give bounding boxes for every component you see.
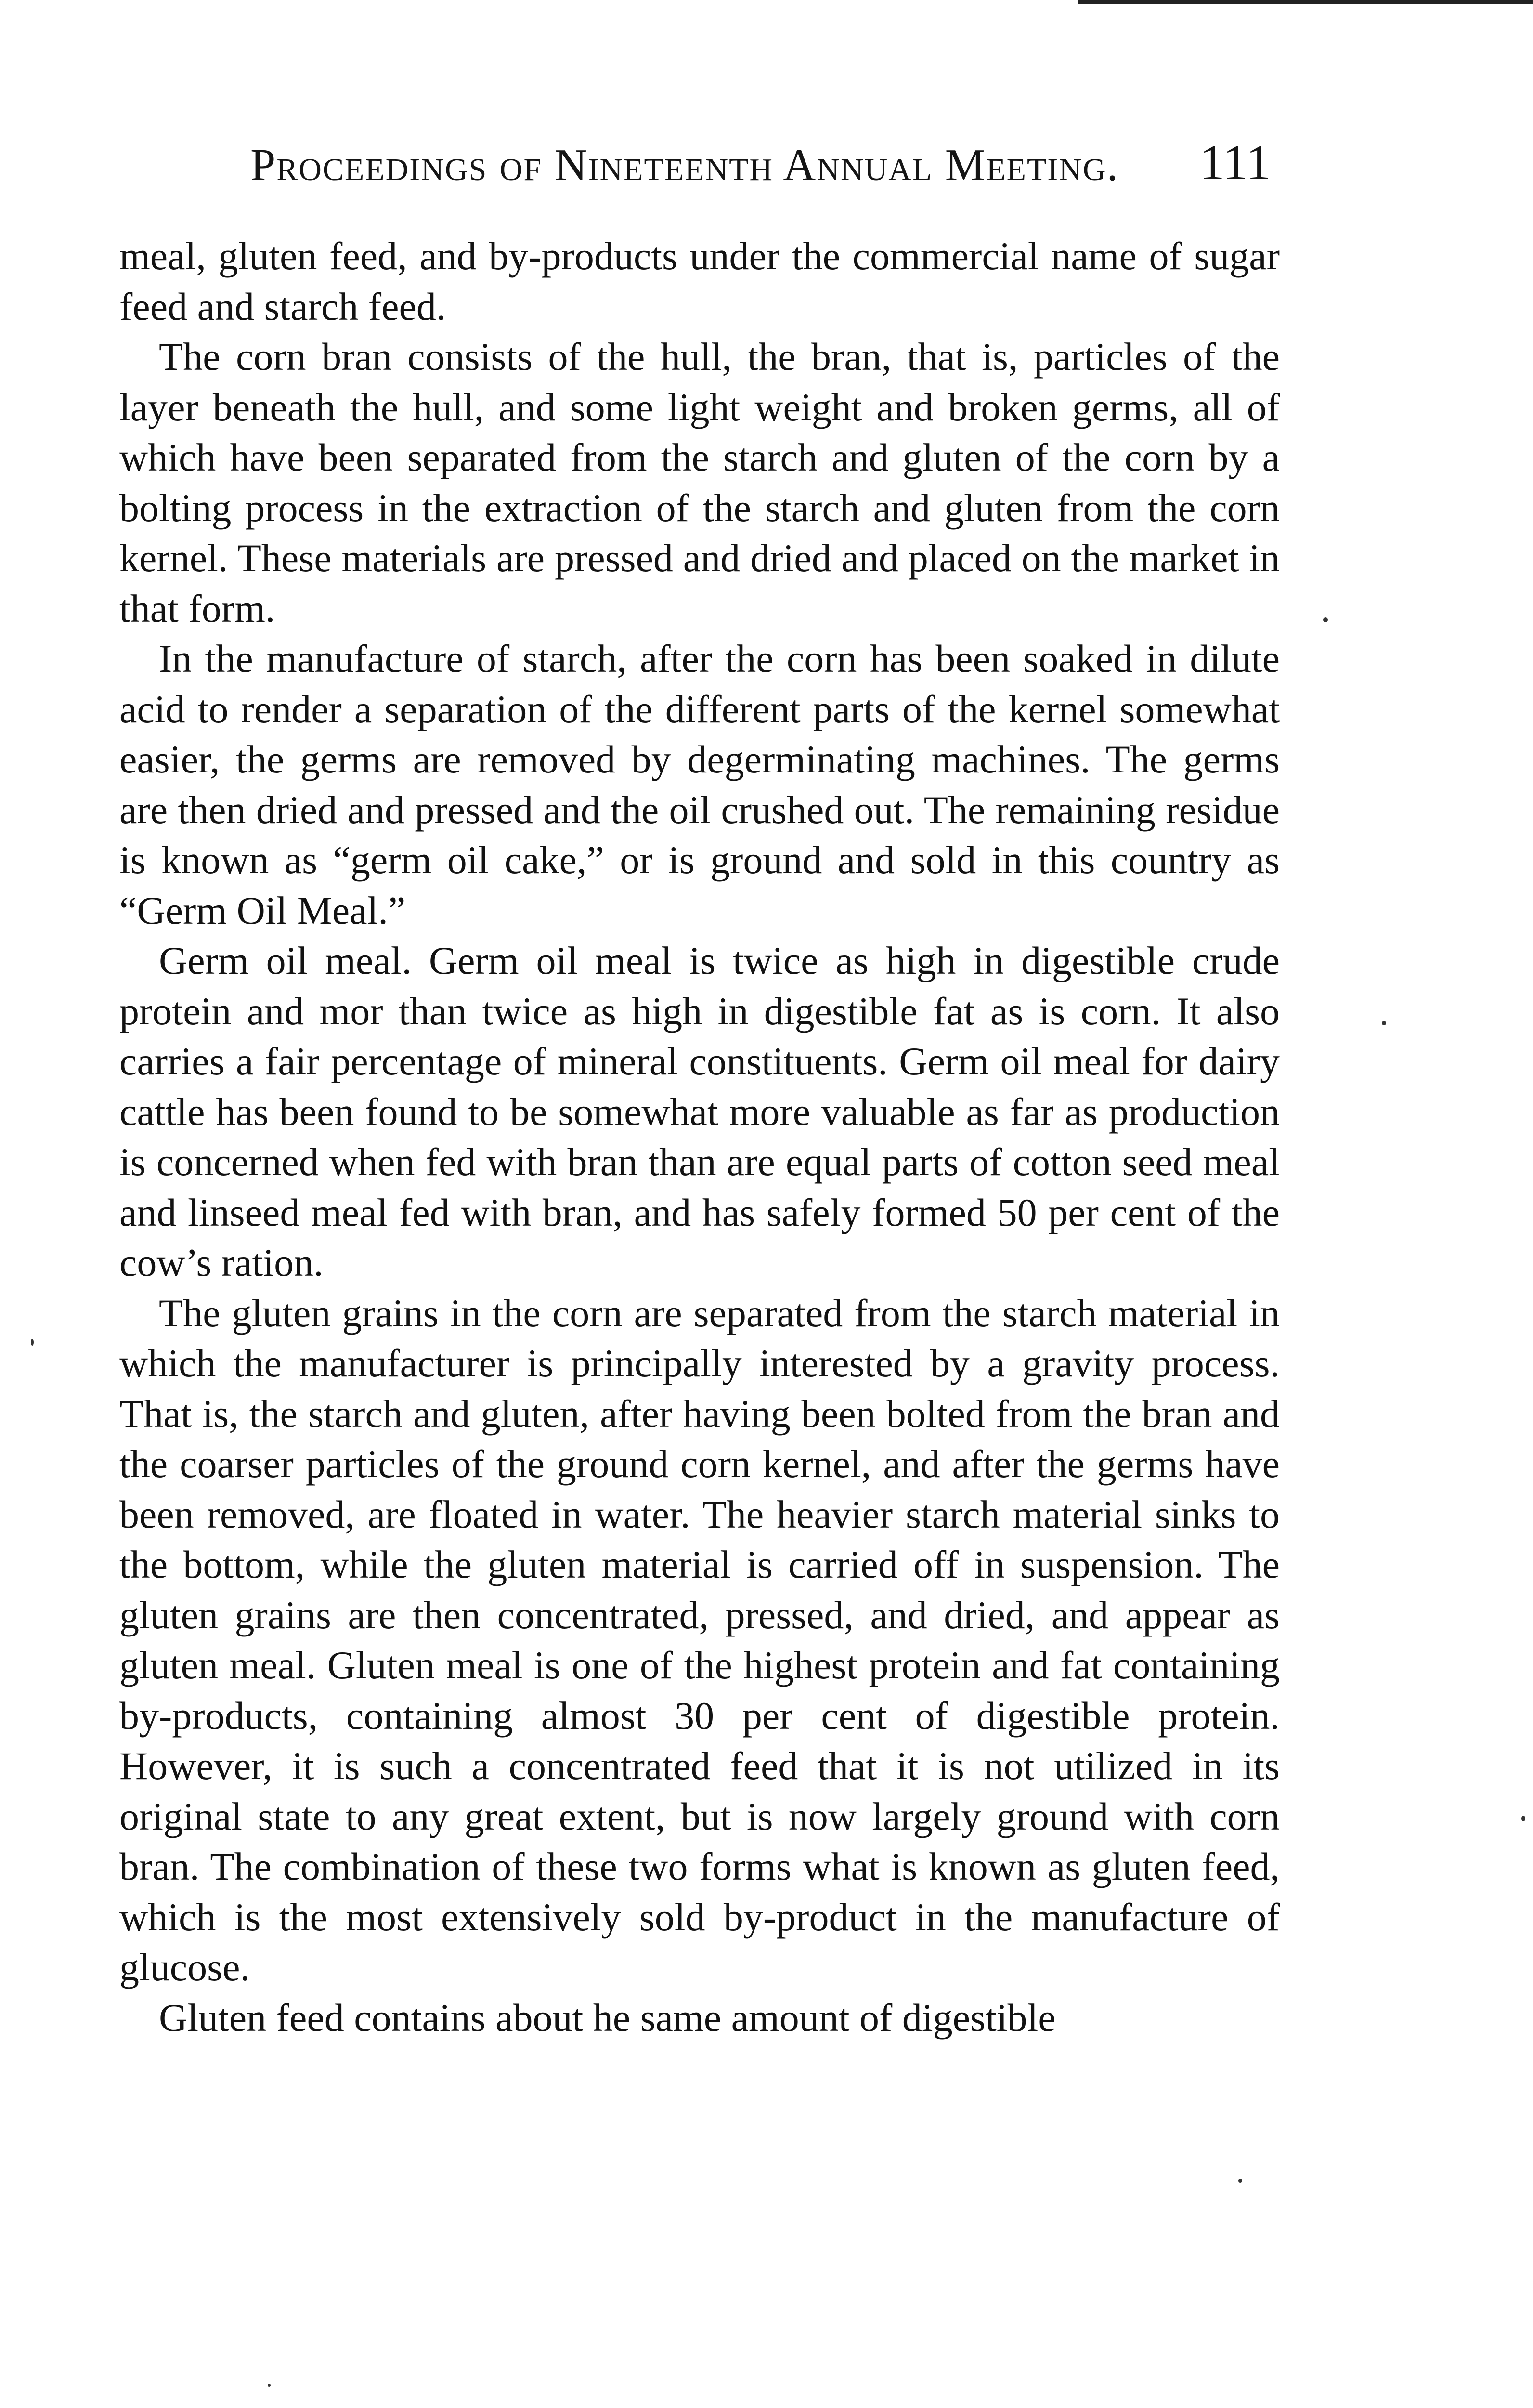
paragraph-continuation: meal, gluten feed, and by-products under the commercial name of sugar feed and starch feed. — [119, 234, 1280, 328]
paragraph-germ-oil-meal: Germ oil meal. Germ oil meal is twice as high in digestible crude protein and mor than twice as high in digestible fat as is corn. It also carries a fair percentage of mineral constituents. Germ oil meal for dairy cattle has been found to be somewhat more valuable as far as production is concerned when fed with bran than are equal parts of cotton seed meal and linseed meal fed with bran, and has safely formed 50 per cent of the cow’s ration. — [119, 939, 1280, 1284]
scan-speck — [1382, 1021, 1386, 1025]
paragraph-gluten-grains: The gluten grains in the corn are separated from the starch material in which the manufacturer is principally interested by a gravity process. That is, the starch and gluten, after having been bolted from the bran and the coarser particles of the ground corn kernel, and after the germs have been removed, are floated in water. The heavier starch material sinks to the bottom, while the gluten material is carried off in suspension. The gluten grains are then concentrated, pressed, and dried, and appear as gluten meal. Gluten meal is one of the highest protein and fat containing by-products, containing almost 30 per cent of digestible protein. However, it is such a concentrated feed that it is not utilized in its original state to any great extent, but is now largely ground with corn bran. The combination of these two forms what is known as gluten feed, which is the most extensively sold by-product in the manufacture of glucose. — [119, 1291, 1280, 1989]
paragraph-starch-manufacture: In the manufacture of starch, after the corn has been soaked in dilute acid to render a separation of the different parts of the kernel somewhat easier, the germs are removed by degerminating machines. The germs are then dried and pressed and the oil crushed out. The remaining residue is known as “germ oil cake,” or is ground and sold in this country as “Germ Oil Meal.” — [119, 637, 1280, 932]
paragraph-corn-bran: The corn bran consists of the hull, the bran, that is, particles of the layer beneath the hull, and some light weight and broken germs, all of which have been separated from the starch and gluten of the corn by a bolting process in the extraction of the starch and gluten from the corn kernel. These materials are pressed and dried and placed on the market in that form. — [119, 335, 1280, 630]
paragraph-gluten-feed: Gluten feed contains about he same amount of digestible — [159, 1995, 1056, 2040]
scan-speck — [31, 1339, 34, 1346]
scan-speck — [268, 2384, 271, 2387]
body-text — [119, 231, 1280, 2043]
running-header — [250, 130, 1271, 202]
scan-speck — [1323, 617, 1328, 622]
scan-speck — [1238, 2179, 1242, 2183]
running-title: Proceedings of Nineteenth Annual Meeting. — [250, 140, 1119, 190]
scan-speck — [1521, 1816, 1525, 1821]
top-edge-rule — [1078, 0, 1533, 4]
page-number: 111 — [1199, 135, 1271, 190]
